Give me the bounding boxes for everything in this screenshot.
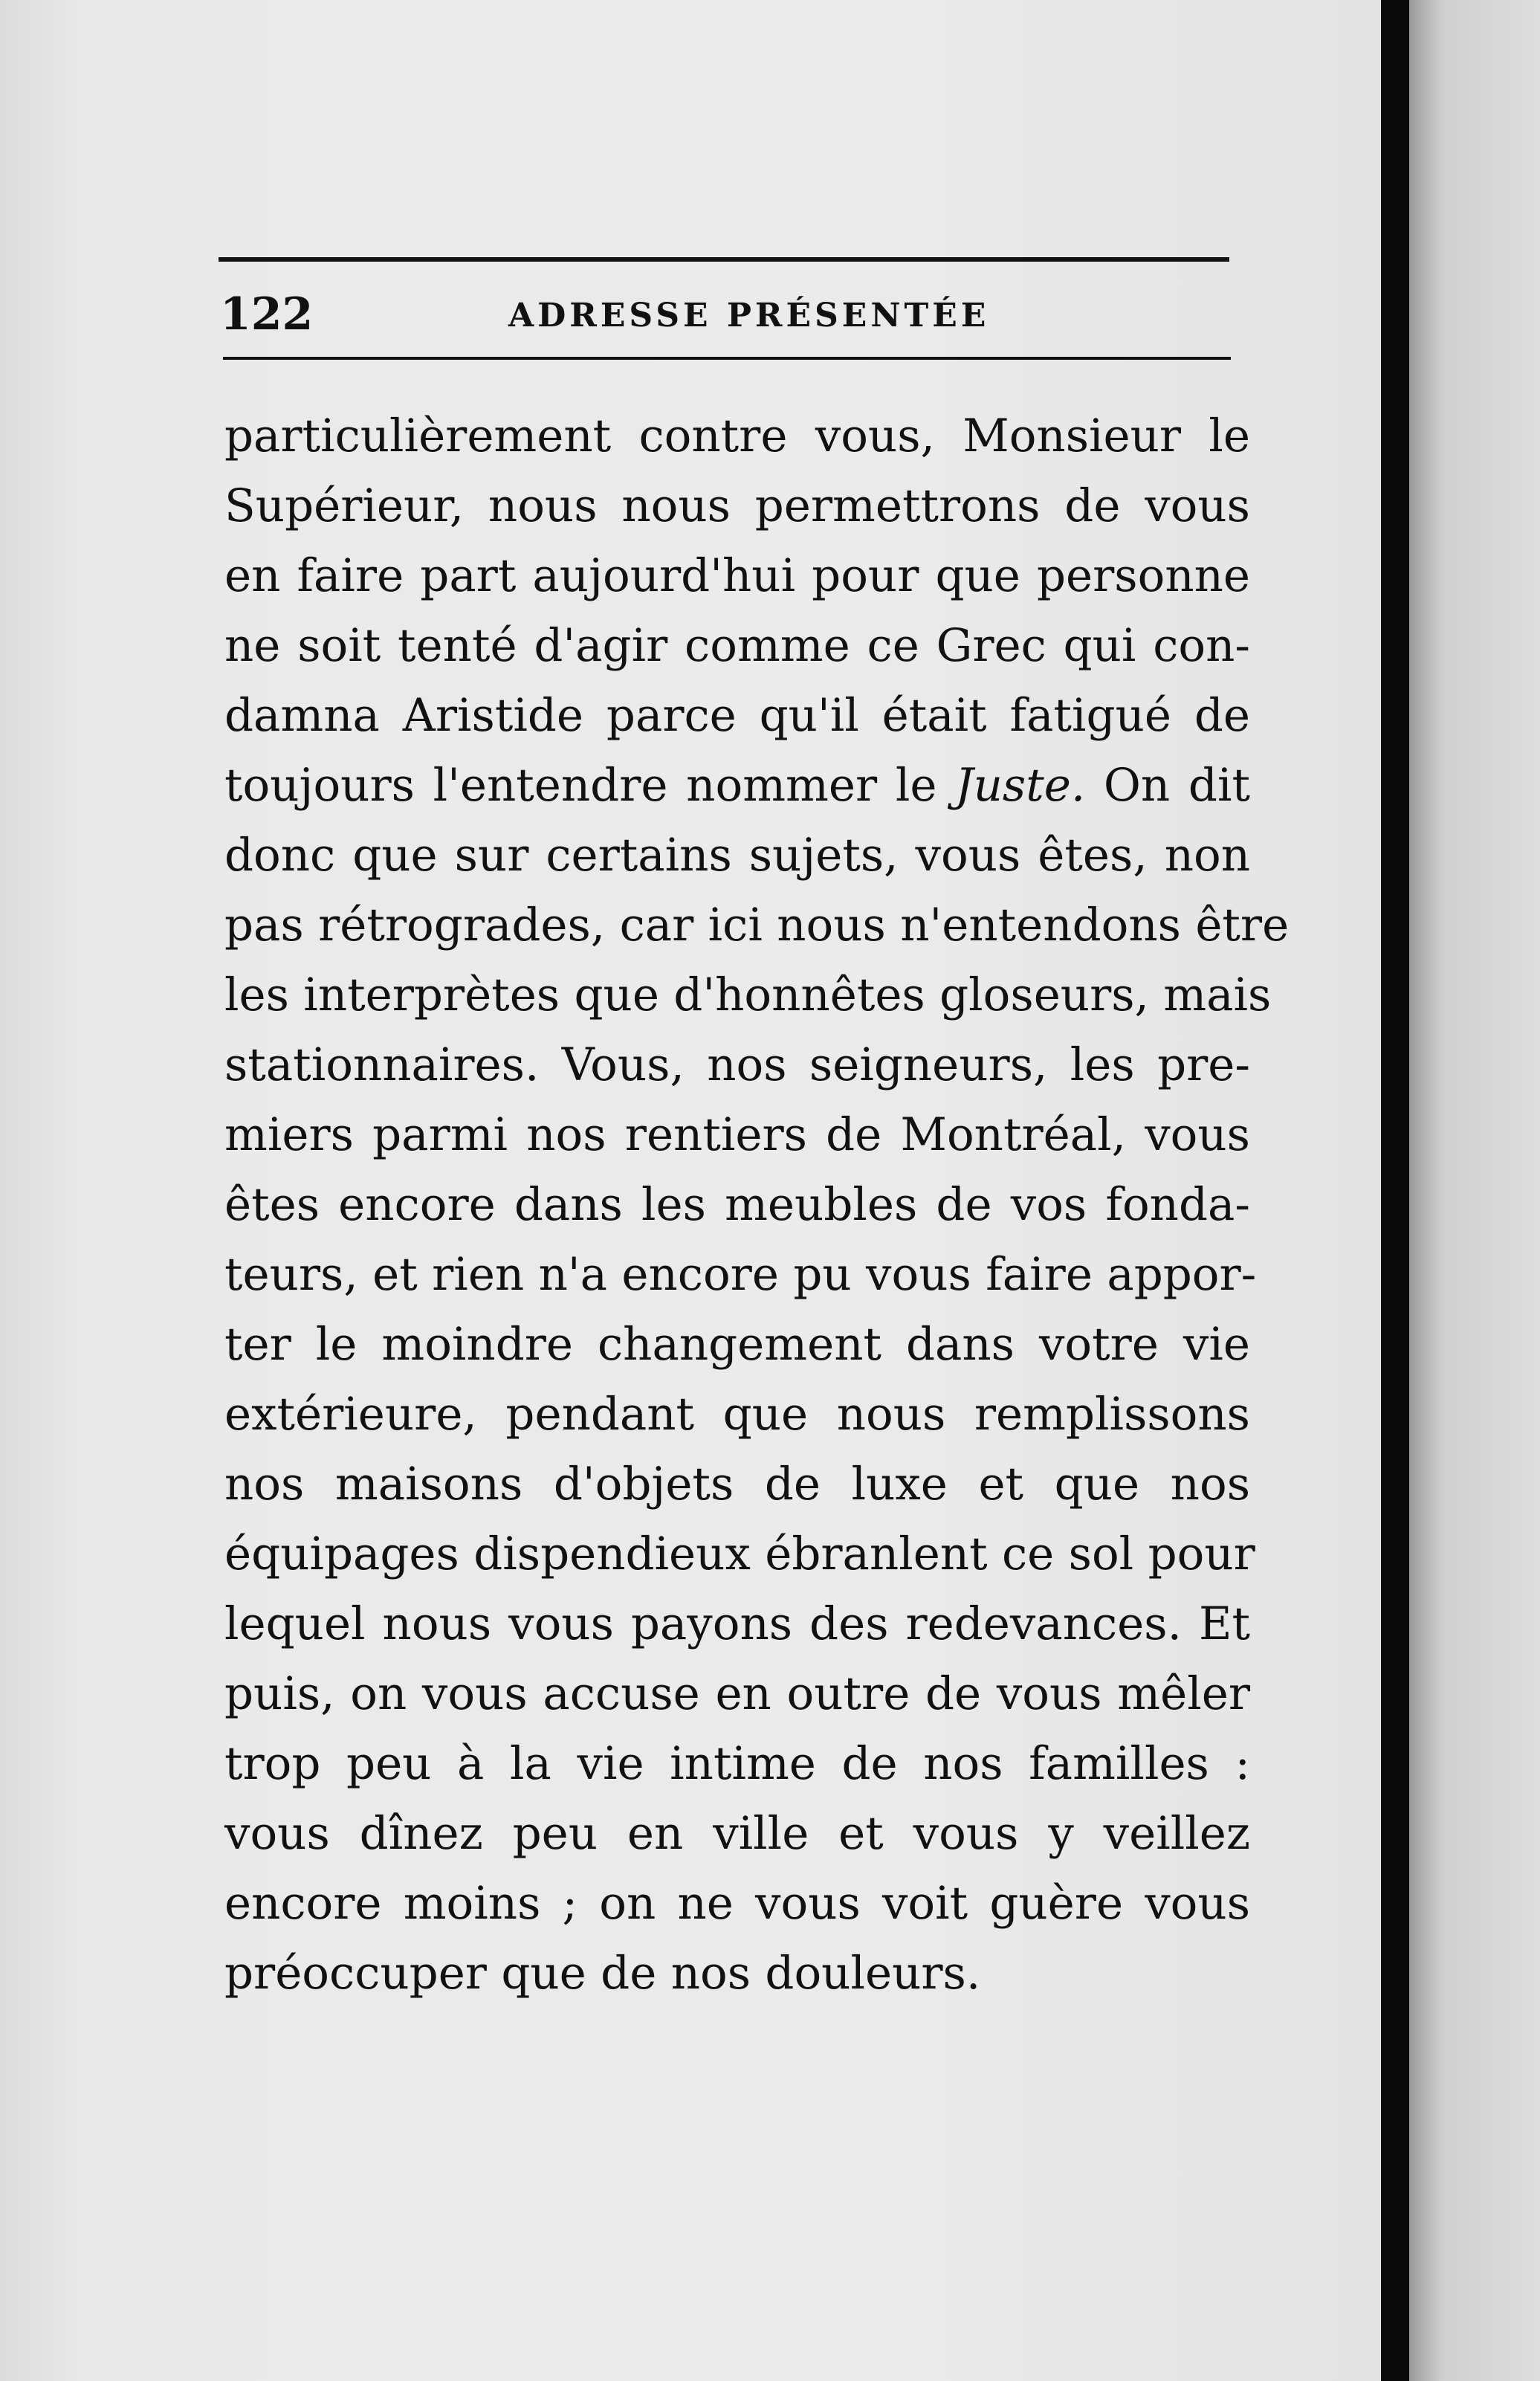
text-line: en faire part aujourd'hui pour que personne — [224, 549, 1250, 602]
text-line: les interprètes que d'honnêtes gloseurs, mais — [224, 969, 1272, 1021]
book-binding-gutter — [1381, 0, 1409, 2381]
text-line: stationnaires. Vous, nos seigneurs, les pre- — [224, 1038, 1250, 1091]
text-line: trop peu à la vie intime de nos familles : — [224, 1737, 1250, 1790]
text-segment: On dit — [1103, 759, 1250, 812]
text-line: vous dînez peu en ville et vous y veillez — [224, 1807, 1250, 1860]
text-line: Supérieur, nous nous permettrons de vous — [224, 479, 1250, 532]
adjacent-page-edge — [1409, 0, 1540, 2381]
text-line: lequel nous vous payons des redevances. Et — [224, 1597, 1250, 1650]
text-line: donc que sur certains sujets, vous êtes, non — [224, 829, 1250, 882]
text-line-with-italic — [224, 751, 1250, 821]
text-line: pas rétrogrades, car ici nous n'entendons être — [224, 899, 1290, 952]
page-header — [219, 281, 1231, 348]
header-top-rule — [219, 257, 1229, 262]
body-text — [224, 401, 1290, 2009]
text-line: teurs, et rien n'a encore pu vous faire appor- — [224, 1248, 1257, 1301]
text-line: miers parmi nos rentiers de Montréal, vous — [224, 1108, 1250, 1161]
running-title: ADRESSE PRÉSENTÉE — [508, 297, 990, 335]
text-line: êtes encore dans les meubles de vos fonda- — [224, 1178, 1250, 1231]
header-bottom-rule — [223, 357, 1231, 360]
text-line: nos maisons d'objets de luxe et que nos — [224, 1458, 1250, 1511]
text-line: encore moins ; on ne vous voit guère vous — [224, 1877, 1250, 1930]
text-line: damna Aristide parce qu'il était fatigué de — [224, 689, 1250, 742]
italic-word: Juste. — [955, 759, 1086, 812]
text-segment: toujours l'entendre nommer le — [224, 759, 937, 812]
text-line: extérieure, pendant que nous remplissons — [224, 1388, 1250, 1441]
text-line: puis, on vous accuse en outre de vous mêler — [224, 1667, 1250, 1720]
text-line: ter le moindre changement dans votre vie — [224, 1318, 1250, 1371]
text-line: ne soit tenté d'agir comme ce Grec qui con- — [224, 619, 1250, 672]
text-line: particulièrement contre vous, Monsieur le — [224, 410, 1250, 462]
text-line: équipages dispendieux ébranlent ce sol pour — [224, 1528, 1255, 1580]
page-number: 122 — [220, 288, 314, 340]
text-line: préoccuper que de nos douleurs. — [224, 1947, 981, 2000]
